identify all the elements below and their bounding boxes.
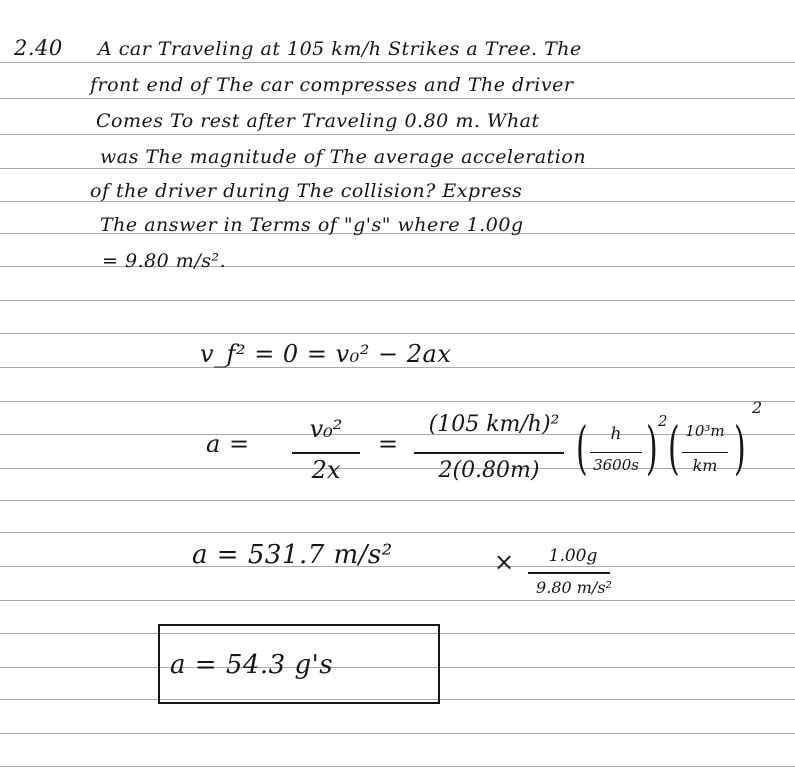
equals-sign: =	[378, 430, 399, 458]
problem-number: 2.40	[14, 36, 63, 60]
conversion-denominator: km	[692, 456, 718, 475]
fraction-denominator: 2(0.80m)	[438, 458, 540, 483]
exponent: 2	[752, 398, 763, 417]
close-paren: )	[734, 416, 746, 483]
final-answer: a = 54.3 g's	[170, 650, 334, 680]
fraction-bar	[528, 572, 610, 574]
problem-line: front end of The car compresses and The driver	[90, 74, 574, 96]
ruled-line	[0, 766, 795, 767]
fraction-bar	[682, 452, 728, 453]
ruled-line	[0, 566, 795, 567]
fraction-bar	[414, 452, 564, 454]
a-label: a =	[206, 430, 250, 458]
ruled-line	[0, 532, 795, 533]
problem-line: A car Traveling at 105 km/h Strikes a Tree. The	[98, 38, 582, 60]
open-paren: (	[668, 416, 680, 483]
ruled-line	[0, 98, 795, 99]
fraction-bar	[590, 452, 642, 453]
fraction-bar	[292, 452, 360, 454]
exponent: 2	[658, 412, 669, 430]
times-sign: ×	[494, 548, 515, 576]
close-paren: )	[646, 416, 658, 483]
conversion-denominator: 3600s	[593, 456, 639, 474]
ruled-line	[0, 300, 795, 301]
ruled-line	[0, 401, 795, 402]
problem-line: The answer in Terms of "g's" where 1.00g	[100, 214, 524, 236]
problem-line: Comes To rest after Traveling 0.80 m. What	[96, 110, 540, 132]
conversion-denominator: 9.80 m/s²	[536, 578, 612, 597]
ruled-line	[0, 168, 795, 169]
problem-line: of the driver during The collision? Express	[90, 180, 523, 202]
fraction-numerator: (105 km/h)²	[428, 412, 560, 437]
fraction-numerator: v₀²	[309, 415, 343, 443]
conversion-numerator: 10³m	[685, 422, 725, 440]
conversion-numerator: 1.00g	[548, 546, 598, 566]
problem-line: was The magnitude of The average acceleration	[100, 146, 587, 168]
fraction-denominator: 2x	[311, 456, 341, 484]
ruled-line	[0, 62, 795, 63]
ruled-line	[0, 500, 795, 501]
ruled-line	[0, 733, 795, 734]
problem-line: = 9.80 m/s².	[102, 250, 227, 272]
open-paren: (	[576, 416, 588, 483]
ruled-line	[0, 134, 795, 135]
kinematics-equation: v_f² = 0 = v₀² − 2ax	[200, 340, 452, 368]
ruled-line	[0, 600, 795, 601]
result-lhs: a = 531.7 m/s²	[192, 540, 393, 570]
conversion-numerator: h	[610, 424, 622, 444]
ruled-line	[0, 333, 795, 334]
